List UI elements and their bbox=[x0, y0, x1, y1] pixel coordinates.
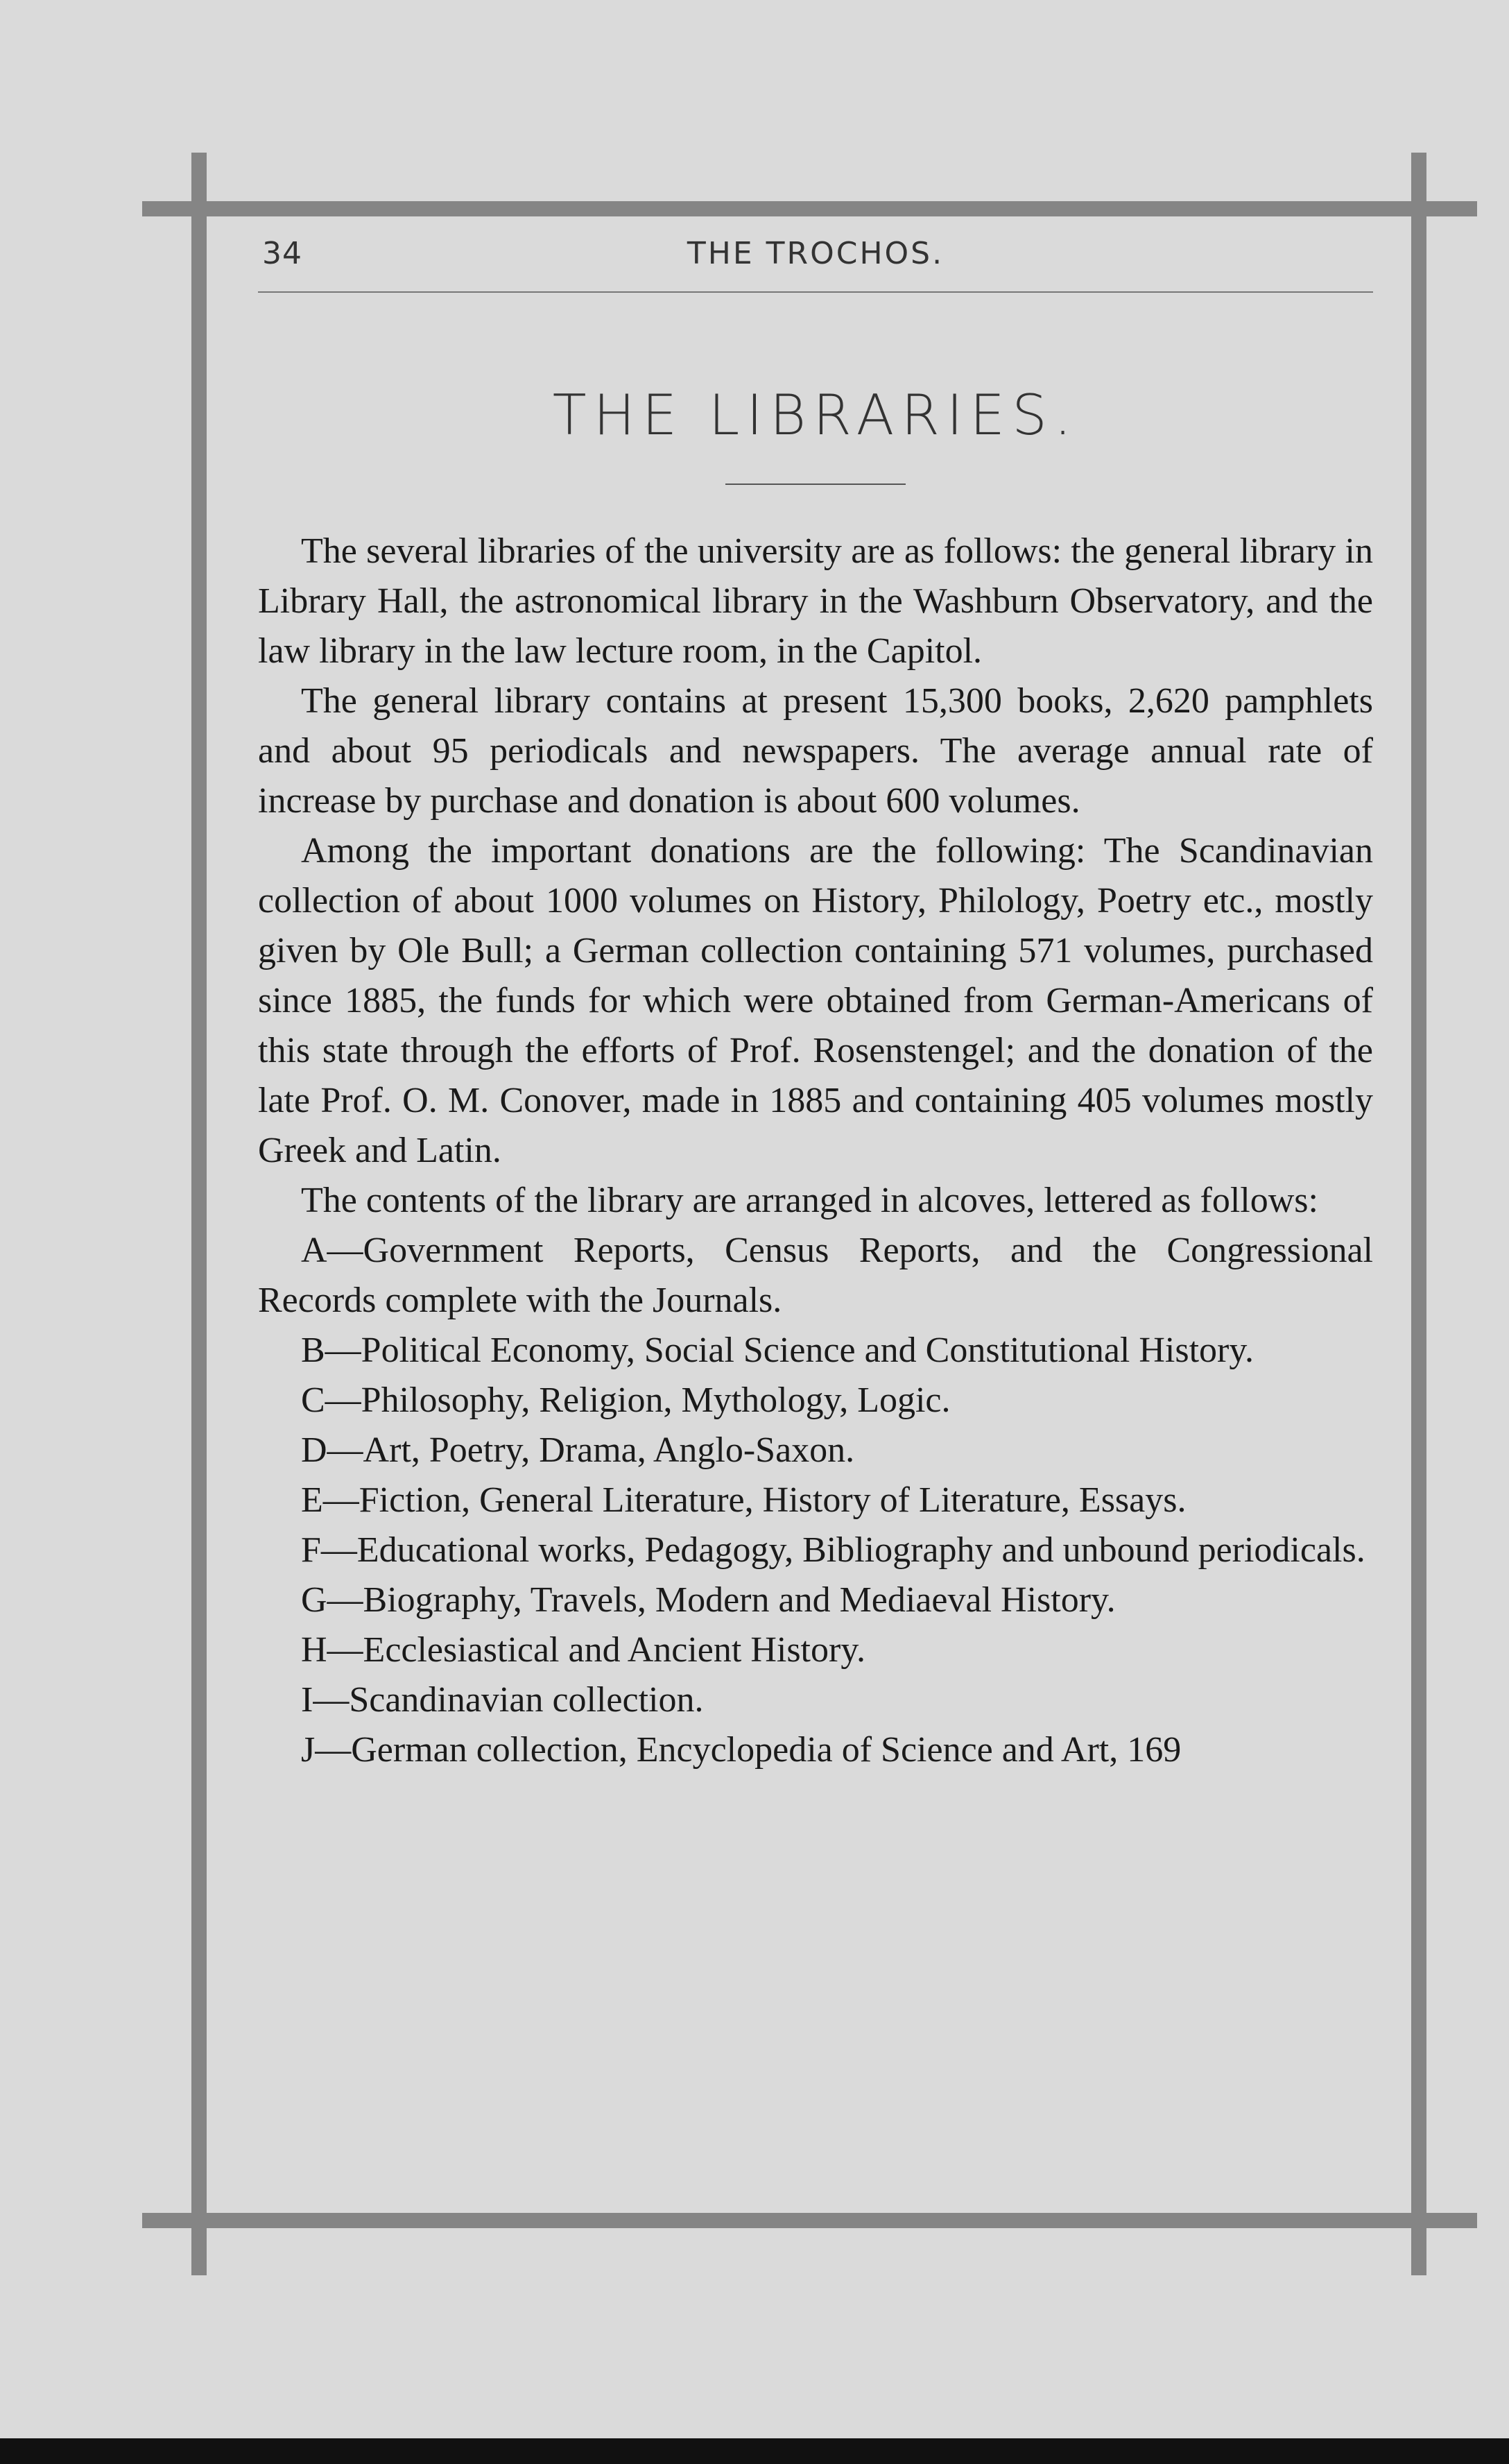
frame-rule-left bbox=[191, 153, 207, 2275]
paragraph: Among the important donations are the following: The Scandinavian collection of about 1000 volumes on History, Philology, Poetry etc., mostly given by Ole Bull; a German collection containing 571 volumes, purchased since 1885, the funds for which were obtained from German-Americans of this state through the efforts of Prof. Rosenstengel; and the donation of the late Prof. O. M. Conover, made in 1885 and containing 405 volumes mostly Greek and Latin. bbox=[258, 831, 1373, 1170]
alcove-item: E—Fiction, General Literature, History of Literature, Essays. bbox=[301, 1480, 1187, 1520]
page-number: 34 bbox=[262, 236, 302, 271]
paragraph: The several libraries of the university are as follows: the general library in Library Hall, the astronomical library in the Washburn Observatory, and the law library in the law lecture room, in the Capitol. bbox=[258, 531, 1373, 671]
alcove-item: A—Government Reports, Census Reports, and the Congressional Records complete with the Journals. bbox=[258, 1231, 1373, 1320]
alcove-item: H—Ecclesiastical and Ancient History. bbox=[301, 1630, 865, 1670]
alcove-item: B—Political Economy, Social Science and Constitutional History. bbox=[301, 1331, 1254, 1370]
page-content bbox=[258, 215, 1373, 1775]
header-divider bbox=[258, 291, 1373, 293]
title-divider bbox=[725, 484, 906, 485]
alcove-item: F—Educational works, Pedagogy, Bibliography and unbound periodicals. bbox=[301, 1530, 1365, 1570]
body-text bbox=[258, 527, 1373, 1775]
alcove-item: D—Art, Poetry, Drama, Anglo-Saxon. bbox=[301, 1430, 855, 1470]
frame-rule-bottom bbox=[142, 2213, 1477, 2228]
alcove-item: C—Philosophy, Religion, Mythology, Logic. bbox=[301, 1380, 951, 1420]
frame-rule-top bbox=[142, 201, 1477, 216]
paragraph: The contents of the library are arranged in alcoves, lettered as follows: bbox=[301, 1181, 1318, 1220]
running-head bbox=[258, 236, 1373, 291]
alcove-item: G—Biography, Travels, Modern and Mediaeval History. bbox=[301, 1580, 1116, 1620]
running-title: THE TROCHOS. bbox=[687, 236, 945, 271]
section-title: THE LIBRARIES. bbox=[552, 383, 1079, 447]
paragraph: The general library contains at present 15,300 books, 2,620 pamphlets and about 95 periodicals and newspapers. The average annual rate of increase by purchase and donation is about 600 volumes. bbox=[258, 681, 1373, 821]
frame-rule-right bbox=[1411, 153, 1426, 2275]
alcove-item: I—Scandinavian collection. bbox=[301, 1680, 704, 1720]
scan-edge bbox=[0, 2438, 1509, 2464]
alcove-item: J—German collection, Encyclopedia of Science and Art, 169 bbox=[301, 1730, 1182, 1770]
